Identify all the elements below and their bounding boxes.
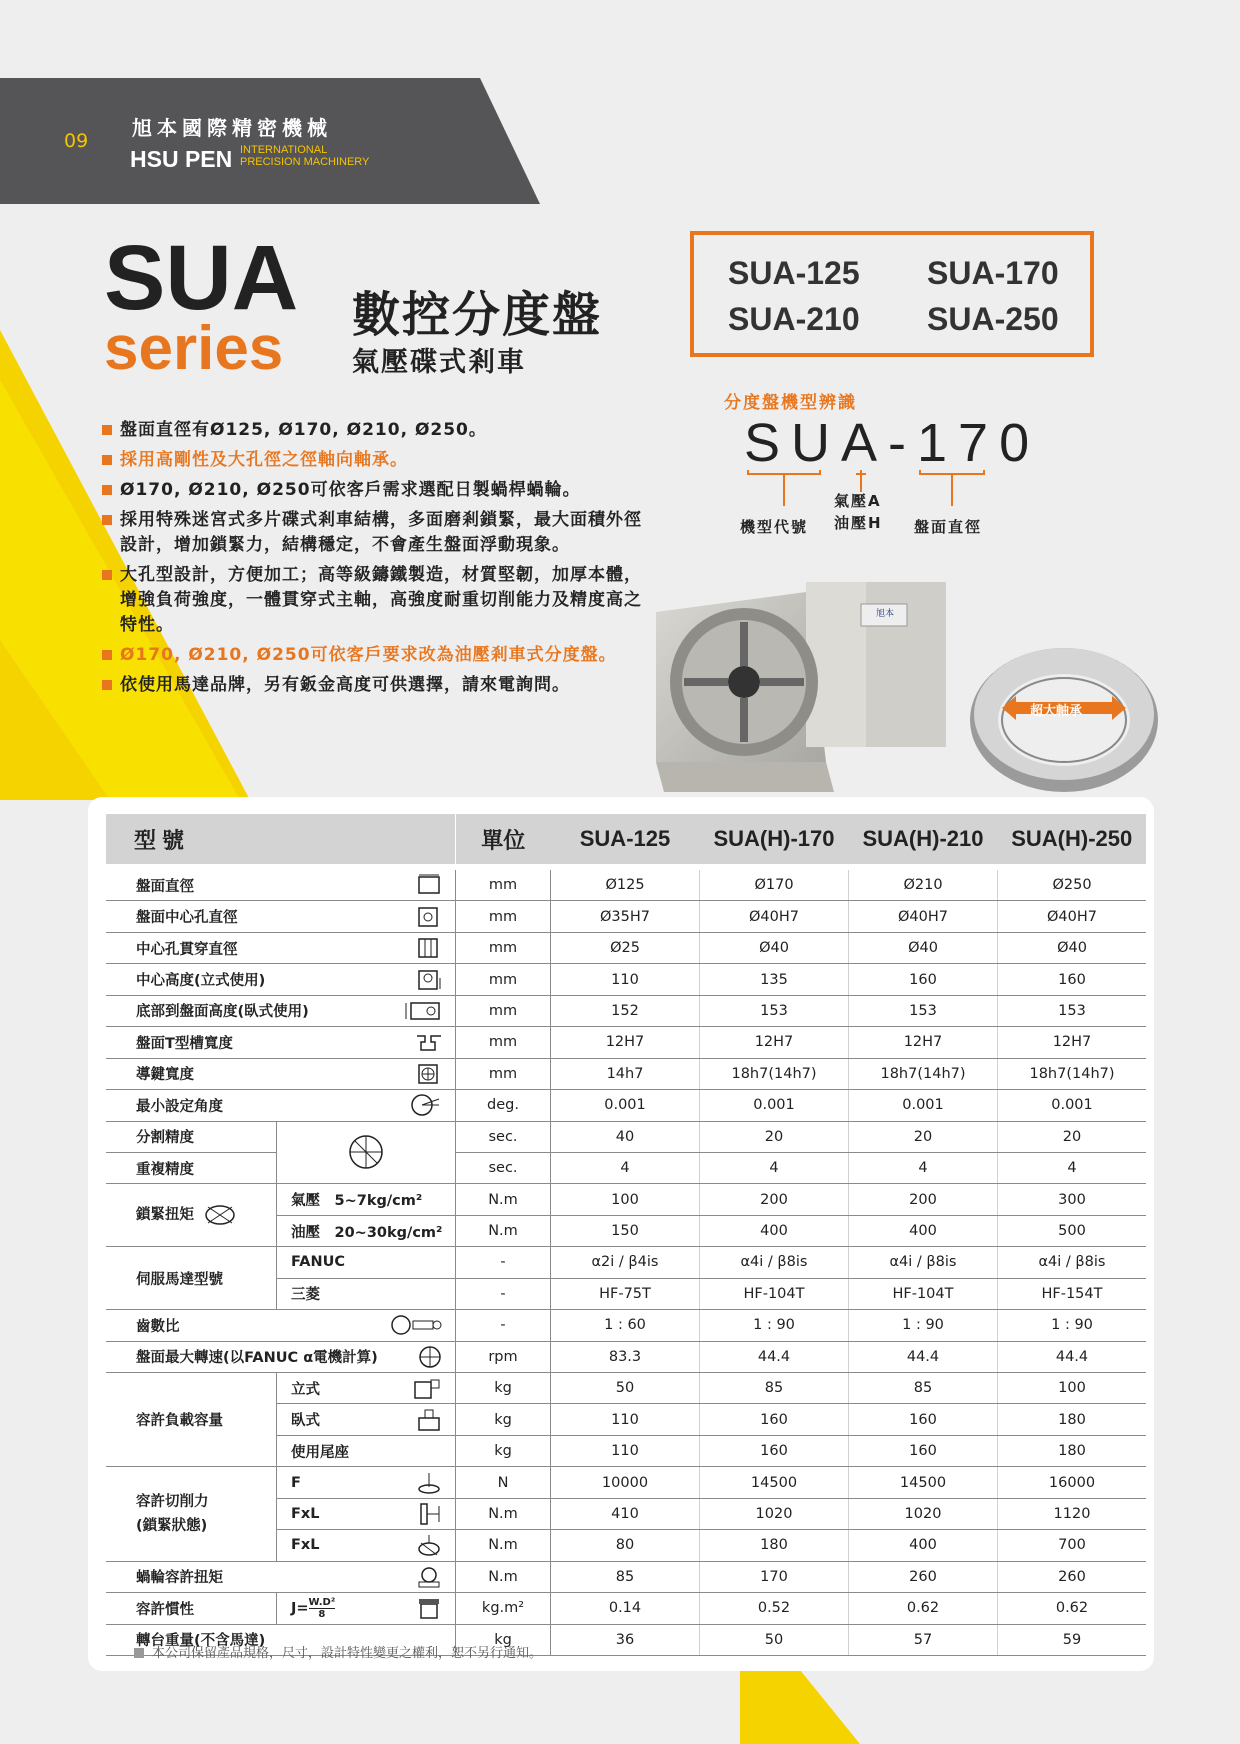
- product-subtitle-cn: 氣壓碟式剎車: [352, 347, 526, 378]
- row-label: 盤面中心孔直徑: [106, 901, 383, 932]
- row-value: 260: [849, 1561, 998, 1592]
- row-value: 4: [849, 1152, 998, 1183]
- row-unit: sec.: [456, 1152, 551, 1183]
- row-value: 12H7: [998, 1027, 1147, 1058]
- row-value: 180: [700, 1530, 849, 1561]
- row-value: 153: [998, 995, 1147, 1026]
- row-value: 0.001: [551, 1090, 700, 1121]
- table-row: [106, 1341, 1146, 1372]
- row-value: Ø25: [551, 932, 700, 963]
- header-model-2: SUA(H)-170: [700, 814, 849, 864]
- table-row: [106, 901, 1146, 932]
- row-value: α4i / β8is: [700, 1247, 849, 1278]
- row-value: 150: [551, 1215, 700, 1246]
- table-row: [106, 1373, 1146, 1404]
- row-value: 85: [700, 1373, 849, 1404]
- horizontal-load-icon: [383, 1404, 455, 1435]
- row-value: 12H7: [700, 1027, 849, 1058]
- row-value: 0.001: [700, 1090, 849, 1121]
- machine-brand-label: 旭本: [876, 609, 895, 619]
- row-unit: N.m: [456, 1184, 551, 1215]
- model-label: SUA-170: [927, 255, 1059, 291]
- row-value: 50: [551, 1373, 700, 1404]
- row-value: 50: [700, 1624, 849, 1655]
- t-slot-icon: [383, 1027, 455, 1058]
- row-value: 100: [551, 1184, 700, 1215]
- row-value: Ø40H7: [700, 901, 849, 932]
- face-diameter-icon: [383, 870, 455, 901]
- through-hole-icon: [383, 932, 455, 963]
- row-value: 400: [849, 1530, 998, 1561]
- company-subtitle-line2: PRECISION MACHINERY: [240, 156, 370, 168]
- row-value: 410: [551, 1498, 700, 1529]
- row-unit: mm: [456, 870, 551, 901]
- page-number: 09: [64, 130, 89, 152]
- row-label: 盤面T型槽寬度: [106, 1027, 383, 1058]
- max-speed-icon: [383, 1341, 455, 1372]
- row-value: 400: [849, 1215, 998, 1246]
- row-value: 700: [998, 1530, 1147, 1561]
- row-value: 160: [849, 1435, 998, 1466]
- table-row: [106, 1247, 1146, 1278]
- table-row: [106, 1090, 1146, 1121]
- row-sublabel: F: [277, 1467, 384, 1498]
- row-value: 160: [700, 1404, 849, 1435]
- row-value: Ø35H7: [551, 901, 700, 932]
- row-unit: mm: [456, 901, 551, 932]
- row-value: 18h7(14h7): [849, 1058, 998, 1089]
- row-label: 重複精度: [106, 1152, 277, 1183]
- angle-icon: [383, 1090, 455, 1121]
- row-value: 10000: [551, 1467, 700, 1498]
- table-row: [106, 932, 1146, 963]
- table-row: [106, 1310, 1146, 1341]
- series-title: SUA: [104, 227, 299, 329]
- row-value: 1 : 90: [849, 1310, 998, 1341]
- row-value: Ø40H7: [849, 901, 998, 932]
- model-label: SUA-125: [728, 255, 860, 291]
- center-height-icon: [383, 964, 455, 995]
- row-value: 57: [849, 1624, 998, 1655]
- label-diameter: 盤面直徑: [914, 518, 983, 536]
- company-subtitle: [240, 144, 369, 168]
- row-value: 59: [998, 1624, 1147, 1655]
- row-value: 14500: [849, 1467, 998, 1498]
- row-unit: N.m: [456, 1530, 551, 1561]
- row-label: 導鍵寬度: [106, 1058, 383, 1089]
- series-word: series: [104, 314, 284, 383]
- row-value: 1 : 90: [700, 1310, 849, 1341]
- company-subtitle-line1: INTERNATIONAL: [240, 144, 328, 156]
- feature-item: 採用高剛性及大孔徑之徑軸向軸承。: [102, 448, 642, 473]
- clamp-torque-icon: [202, 1203, 240, 1227]
- row-value: Ø40: [849, 932, 998, 963]
- row-value: 44.4: [700, 1341, 849, 1372]
- row-label-line2: (鎖緊狀態): [136, 1517, 208, 1534]
- row-label: 分割精度: [106, 1121, 277, 1152]
- row-value: 0.001: [998, 1090, 1147, 1121]
- product-title-cn: 數控分度盤: [352, 287, 603, 343]
- table-row: [106, 1593, 1146, 1624]
- row-sublabel: 使用尾座: [277, 1435, 456, 1466]
- row-sublabel: FxL: [277, 1530, 384, 1561]
- row-value: 40: [551, 1121, 700, 1152]
- row-value: Ø170: [700, 870, 849, 901]
- row-value: Ø40H7: [998, 901, 1147, 932]
- row-value: Ø40: [998, 932, 1147, 963]
- table-row: [106, 995, 1146, 1026]
- row-value: 18h7(14h7): [700, 1058, 849, 1089]
- company-name-cn: 旭本國際精密機械: [132, 116, 332, 140]
- cutting-force-icon: [383, 1467, 455, 1498]
- model-label: SUA-250: [927, 301, 1059, 337]
- table-row: [106, 1027, 1146, 1058]
- row-value: 18h7(14h7): [998, 1058, 1147, 1089]
- row-value: 110: [551, 1435, 700, 1466]
- row-value: 500: [998, 1215, 1147, 1246]
- row-label: 中心孔貫穿直徑: [106, 932, 383, 963]
- row-unit: deg.: [456, 1090, 551, 1121]
- row-label: 最小設定角度: [106, 1090, 383, 1121]
- row-value: HF-75T: [551, 1278, 700, 1309]
- worm-torque-icon: [383, 1561, 455, 1592]
- row-value: 16000: [998, 1467, 1147, 1498]
- label-type: 機型代號: [740, 518, 809, 536]
- row-unit: mm: [456, 1058, 551, 1089]
- header-model: 型號: [106, 814, 456, 864]
- model-box: [690, 231, 1094, 357]
- formula-denominator: 8: [318, 1608, 326, 1620]
- row-value: 400: [700, 1215, 849, 1246]
- row-value: α2i / β4is: [551, 1247, 700, 1278]
- row-value: Ø210: [849, 870, 998, 901]
- row-unit: mm: [456, 995, 551, 1026]
- table-row: [106, 964, 1146, 995]
- row-sublabel: 臥式: [277, 1404, 384, 1435]
- table-row: [106, 1152, 1146, 1183]
- row-value: 200: [849, 1184, 998, 1215]
- row-label-text: 鎖緊扭矩: [136, 1207, 194, 1224]
- row-label: 底部到盤面高度(臥式使用): [106, 995, 383, 1026]
- row-value: 44.4: [998, 1341, 1147, 1372]
- row-label: 齒數比: [106, 1310, 383, 1341]
- row-value: 36: [551, 1624, 700, 1655]
- row-value: 20: [700, 1121, 849, 1152]
- row-unit: mm: [456, 964, 551, 995]
- gear-ratio-icon: [383, 1310, 455, 1341]
- model-label: SUA-210: [728, 301, 860, 337]
- row-value: 85: [849, 1373, 998, 1404]
- row-label: 盤面直徑: [106, 870, 383, 901]
- row-unit: N.m: [456, 1561, 551, 1592]
- row-value: 260: [998, 1561, 1147, 1592]
- row-sublabel: 三菱: [277, 1278, 456, 1309]
- row-value: 1020: [700, 1498, 849, 1529]
- row-value: 300: [998, 1184, 1147, 1215]
- row-unit: N: [456, 1467, 551, 1498]
- feature-item: 盤面直徑有Ø125, Ø170, Ø210, Ø250。: [102, 418, 642, 443]
- vertical-load-icon: [383, 1373, 455, 1404]
- identification-code: SUA-170: [744, 413, 1041, 473]
- row-value: 0.62: [849, 1593, 998, 1624]
- row-label: 伺服馬達型號: [106, 1247, 277, 1310]
- feature-item: Ø170, Ø210, Ø250可依客戶需求選配日製蝸桿蝸輪。: [102, 478, 642, 503]
- center-hole-icon: [383, 901, 455, 932]
- row-unit: kg: [456, 1373, 551, 1404]
- guide-key-icon: [383, 1058, 455, 1089]
- row-value: 85: [551, 1561, 700, 1592]
- table-row: [106, 1184, 1146, 1215]
- row-value: 110: [551, 964, 700, 995]
- row-value: 135: [700, 964, 849, 995]
- row-value: 4: [998, 1152, 1147, 1183]
- row-value: 100: [998, 1373, 1147, 1404]
- row-label-line1: 容許切削力: [136, 1493, 209, 1510]
- row-unit: -: [456, 1278, 551, 1309]
- row-value: 20: [998, 1121, 1147, 1152]
- row-value: 14500: [700, 1467, 849, 1498]
- row-value: 160: [849, 1404, 998, 1435]
- row-unit: mm: [456, 932, 551, 963]
- row-label: 容許慣性: [106, 1593, 277, 1624]
- row-unit: N.m: [456, 1498, 551, 1529]
- feature-item: 採用特殊迷宮式多片碟式剎車結構，多面磨剎鎖緊，最大面積外徑設計，增加鎖緊力，結構穩定，不會產生盤面浮動現象。: [102, 508, 642, 558]
- base-height-icon: [383, 995, 455, 1026]
- row-value: 80: [551, 1530, 700, 1561]
- row-sublabel: 油壓 20~30kg/cm²: [277, 1215, 456, 1246]
- row-unit: -: [456, 1310, 551, 1341]
- row-value: 0.001: [849, 1090, 998, 1121]
- table-row: [106, 1121, 1146, 1152]
- row-label: [106, 1184, 277, 1247]
- row-value: 12H7: [551, 1027, 700, 1058]
- row-value: 0.14: [551, 1593, 700, 1624]
- feature-item: 依使用馬達品牌，另有鈑金高度可供選擇，請來電詢問。: [102, 673, 642, 698]
- row-unit: mm: [456, 1027, 551, 1058]
- row-value: 12H7: [849, 1027, 998, 1058]
- division-accuracy-icon: [277, 1121, 456, 1184]
- row-unit: N.m: [456, 1215, 551, 1246]
- row-value: Ø125: [551, 870, 700, 901]
- header-model-1: SUA-125: [551, 814, 700, 864]
- spec-table: [106, 814, 1146, 1656]
- feature-item: Ø170, Ø210, Ø250可依客戶要求改為油壓剎車式分度盤。: [102, 643, 642, 668]
- row-unit: rpm: [456, 1341, 551, 1372]
- row-label: 盤面最大轉速(以FANUC α電機計算): [106, 1341, 383, 1372]
- footnote: 本公司保留產品規格，尺寸，設計特性變更之權利，恕不另行通知。: [134, 1642, 542, 1661]
- row-value: 83.3: [551, 1341, 700, 1372]
- row-value: 180: [998, 1404, 1147, 1435]
- row-value: 170: [700, 1561, 849, 1592]
- row-value: 152: [551, 995, 700, 1026]
- header-model-3: SUA(H)-210: [849, 814, 998, 864]
- rotary-table-image: [656, 582, 956, 797]
- row-value: 1120: [998, 1498, 1147, 1529]
- row-value: 153: [700, 995, 849, 1026]
- row-value: 4: [551, 1152, 700, 1183]
- table-row: [106, 1467, 1146, 1498]
- row-value: 110: [551, 1404, 700, 1435]
- label-drive-air: 氣壓A: [834, 492, 882, 510]
- row-value: 160: [998, 964, 1147, 995]
- row-value: 153: [849, 995, 998, 1026]
- row-value: Ø40: [700, 932, 849, 963]
- row-value: 200: [700, 1184, 849, 1215]
- row-label: 蝸輪容許扭矩: [106, 1561, 383, 1592]
- bearing-image: [964, 640, 1164, 800]
- row-value: 14h7: [551, 1058, 700, 1089]
- table-row: [106, 1058, 1146, 1089]
- inertia-icon: [383, 1593, 455, 1624]
- row-value: 1 : 90: [998, 1310, 1147, 1341]
- table-row: [106, 870, 1146, 901]
- moment-horizontal-icon: [383, 1530, 455, 1561]
- header-unit: 單位: [456, 814, 551, 864]
- feature-list: [102, 418, 642, 703]
- moment-vertical-icon: [383, 1498, 455, 1529]
- feature-item: 大孔型設計，方便加工；高等級鑄鐵製造，材質堅韌，加厚本體，增強負荷強度，一體貫穿式主軸，高強度耐重切削能力及精度高之特性。: [102, 563, 642, 638]
- row-unit: kg: [456, 1624, 551, 1655]
- formula-numerator: W.D²: [308, 1596, 336, 1608]
- inertia-formula: [277, 1593, 384, 1624]
- row-unit: kg.m²: [456, 1593, 551, 1624]
- row-sublabel: 氣壓 5~7kg/cm²: [277, 1184, 456, 1215]
- row-value: 160: [849, 964, 998, 995]
- row-value: 0.62: [998, 1593, 1147, 1624]
- table-row: [106, 1561, 1146, 1592]
- label-drive-oil: 油壓H: [834, 514, 883, 532]
- row-value: α4i / β8is: [849, 1247, 998, 1278]
- row-value: 4: [700, 1152, 849, 1183]
- row-label: 轉台重量(不含馬達): [106, 1624, 456, 1655]
- header-model-4: SUA(H)-250: [998, 814, 1147, 864]
- formula-prefix: J=: [291, 1600, 309, 1617]
- row-sublabel: FxL: [277, 1498, 384, 1529]
- row-value: 20: [849, 1121, 998, 1152]
- row-value: 160: [700, 1435, 849, 1466]
- row-unit: -: [456, 1247, 551, 1278]
- row-label: 容許負載容量: [106, 1373, 277, 1467]
- row-label: 中心高度(立式使用): [106, 964, 383, 995]
- company-name-en: HSU PEN: [130, 146, 233, 172]
- row-value: α4i / β8is: [998, 1247, 1147, 1278]
- row-value: HF-104T: [700, 1278, 849, 1309]
- row-unit: sec.: [456, 1121, 551, 1152]
- row-value: 1020: [849, 1498, 998, 1529]
- row-value: HF-104T: [849, 1278, 998, 1309]
- table-header-row: [106, 814, 1146, 864]
- identification-title: 分度盤機型辨識: [724, 393, 857, 413]
- row-value: 0.52: [700, 1593, 849, 1624]
- row-value: 1 : 60: [551, 1310, 700, 1341]
- row-label: [106, 1467, 277, 1561]
- bearing-label: 超大軸承: [1030, 704, 1083, 719]
- row-value: Ø250: [998, 870, 1147, 901]
- row-unit: kg: [456, 1404, 551, 1435]
- row-sublabel: FANUC: [277, 1247, 456, 1278]
- row-value: HF-154T: [998, 1278, 1147, 1309]
- row-sublabel: 立式: [277, 1373, 384, 1404]
- row-unit: kg: [456, 1435, 551, 1466]
- row-value: 180: [998, 1435, 1147, 1466]
- row-value: 44.4: [849, 1341, 998, 1372]
